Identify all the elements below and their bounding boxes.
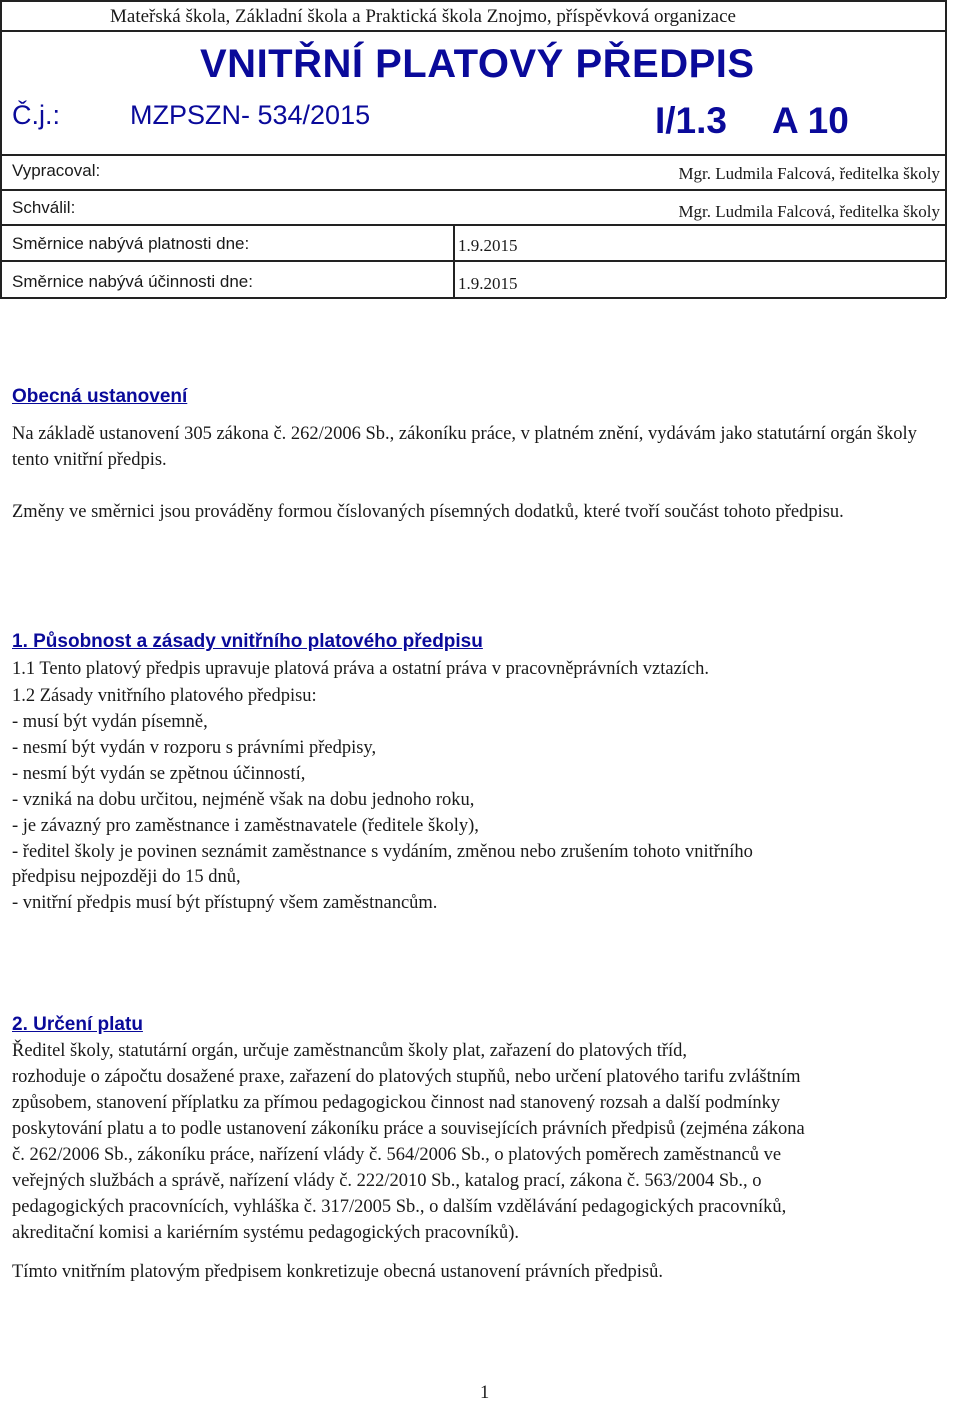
reference-number: MZPSZN- 534/2015 <box>130 100 371 130</box>
approved-label: Schválil: <box>12 198 76 217</box>
header-divider <box>0 154 946 156</box>
document-code: I/1.3 <box>655 100 727 141</box>
general-paragraph: Na základě ustanovení 305 zákona č. 262/2006 Sb., zákoníku práce, v platném znění, vydávám jako statutární orgán školy tento vnitřní předpis. <box>12 424 917 470</box>
list-item: - musí být vydán písemně, <box>12 712 208 732</box>
section-1-line: 1.1 Tento platový předpis upravuje platová práva a ostatní práva v pracovněprávních vztazích. <box>12 659 710 679</box>
section-2-line: poskytování platu a to podle ustanovení zákoníku práce a souvisejících právních předpisů (zejména zákona <box>12 1119 805 1139</box>
section-2-line: Ředitel školy, statutární orgán, určuje zaměstnancům školy plat, zařazení do platových tříd, <box>12 1041 688 1061</box>
list-item: - je závazný pro zaměstnance i zaměstnavatele (ředitele školy), <box>12 816 479 836</box>
section-2-line: pedagogických pracovnících, vyhláška č. 317/2005 Sb., o dalším vzdělávání pedagogických pracovníků, <box>12 1197 787 1217</box>
header-border-right <box>945 0 947 298</box>
document-code-suffix: A 10 <box>772 100 849 141</box>
section-2-line: veřejných službách a správě, nařízení vlády č. 222/2010 Sb., katalog prací, zákona č. 563/2004 Sb., o <box>12 1171 762 1191</box>
header-border-bottom <box>0 297 946 299</box>
validity-label: Směrnice nabývá platnosti dne: <box>12 234 250 253</box>
section-2-line: akreditační komisi a kariérním systému pedagogických pracovníků). <box>12 1223 520 1243</box>
header-divider <box>0 224 946 226</box>
school-name: Mateřská škola, Základní škola a Praktická škola Znojmo, příspěvková organizace <box>110 6 736 27</box>
effect-date: 1.9.2015 <box>458 274 518 293</box>
reference-label: Č.j.: <box>12 100 61 130</box>
header-divider <box>0 189 946 191</box>
list-item: - nesmí být vydán se zpětnou účinností, <box>12 764 306 784</box>
list-item: - vnitřní předpis musí být přístupný všem zaměstnancům. <box>12 893 438 913</box>
list-item: předpisu nejpozději do 15 dnů, <box>12 867 241 887</box>
section-2-heading: 2. Určení platu <box>12 1014 143 1035</box>
header-border-left <box>0 0 2 298</box>
general-provisions-heading: Obecná ustanovení <box>12 386 188 407</box>
section-2-line: rozhoduje o zápočtu dosažené praxe, zařazení do platových stupňů, nebo určení platového tarifu zvláštním <box>12 1067 801 1087</box>
list-item: - nesmí být vydán v rozporu s právními předpisy, <box>12 738 377 758</box>
header-column-divider <box>453 224 455 298</box>
validity-date: 1.9.2015 <box>458 236 518 255</box>
effect-label: Směrnice nabývá účinnosti dne: <box>12 272 253 291</box>
section-1-heading: 1. Působnost a zásady vnitřního platového předpisu <box>12 631 483 652</box>
prepared-value: Mgr. Ludmila Falcová, ředitelka školy <box>678 164 940 183</box>
section-2-closing: Tímto vnitřním platovým předpisem konkretizuje obecná ustanovení právních předpisů. <box>12 1262 663 1282</box>
header-border-top <box>0 0 946 2</box>
section-2-line: způsobem, stanovení příplatku za přímou pedagogickou činnost nad stanovený rozsah a další podmínky <box>12 1093 781 1113</box>
document-title: VNITŘNÍ PLATOVÝ PŘEDPIS <box>200 42 755 86</box>
section-2-line: č. 262/2006 Sb., zákoníku práce, nařízení vlády č. 564/2006 Sb., o platových poměrech zaměstnanců ve <box>12 1145 782 1165</box>
approved-value: Mgr. Ludmila Falcová, ředitelka školy <box>678 202 940 221</box>
page-number: 1 <box>480 1383 490 1403</box>
list-item: - vzniká na dobu určitou, nejméně však na dobu jednoho roku, <box>12 790 475 810</box>
header-divider <box>0 30 946 32</box>
general-paragraph: Změny ve směrnici jsou prováděny formou číslovaných písemných dodatků, které tvoří součást tohoto předpisu. <box>12 502 844 522</box>
section-1-line: 1.2 Zásady vnitřního platového předpisu: <box>12 686 317 706</box>
list-item: - ředitel školy je povinen seznámit zaměstnance s vydáním, změnou nebo zrušením tohoto vnitřního <box>12 842 753 862</box>
header-divider <box>0 260 946 262</box>
prepared-label: Vypracoval: <box>12 161 101 180</box>
